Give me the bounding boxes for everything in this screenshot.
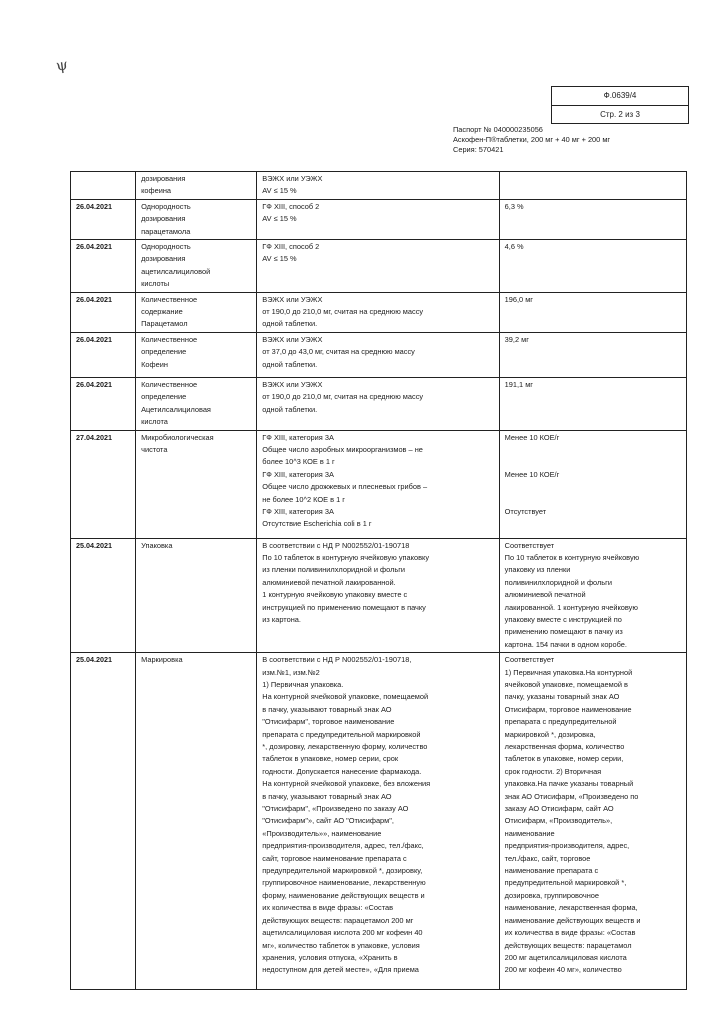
test-name-line: ацетилсалициловой [141,266,211,276]
requirement-line: одной таблетки. [262,404,318,414]
result-line [505,481,683,493]
result-line: Менее 10 КОЕ/г [504,469,560,479]
passport-header [453,125,610,156]
result-line: применению помещают в пачку из [504,627,623,637]
test-name-line: чистота [141,444,168,454]
requirement-line: *, дозировку, лекарственную форму, количество [262,742,428,751]
result-line: По 10 таблеток в контурную ячейковую [504,552,640,562]
requirement-line: из пленки поливинилхлоридной и фольги [262,565,406,575]
requirement-line: не более 10^2 КОЕ в 1 г [262,494,345,504]
result-cell [499,332,686,377]
date-cell: 25.04.2021 [71,538,136,653]
requirement-line: "Отисифарм", «Произведено по заказу АО [262,804,409,814]
test-name-line: определение [141,392,187,402]
test-name-line: Микробиологическая [141,432,214,442]
page-number: Стр. 2 из 3 [552,105,688,124]
test-name-line: Ацетилсалициловая [141,404,211,414]
date-cell: 25.04.2021 [71,653,136,990]
result-line: действующих веществ: парацетамол [504,940,632,950]
result-cell [499,538,686,653]
result-line: наименование действующих веществ и [504,915,641,925]
test-name-line: парацетамола [141,226,191,236]
requirement-line: ГФ XIII, категория 3А [262,432,334,442]
requirement-line: ГФ XIII, категория 3А [262,506,334,516]
result-line: лекарственная форма, количество [504,742,625,751]
requirement-line: группировочное наименование, лекарственную [262,878,426,888]
requirement-line: одной таблетки. [262,359,318,369]
result-line: Соответствует [504,655,555,665]
date-cell [71,172,136,200]
test-name-line: Маркировка [141,655,183,665]
requirement-line: ацетилсалициловая кислота 200 мг кофеин 40 [262,928,423,938]
test-name-line: Кофеин [141,359,168,369]
requirement-line: от 37,0 до 43,0 мг, считая на среднюю массу [262,347,415,357]
requirement-line: ВЭЖХ или УЭЖХ [262,379,323,389]
passport-number: Паспорт № 040000235056 [453,125,543,134]
requirement-line: "Отисифарм"», сайт АО "Отисифарм", [262,816,394,826]
test-results-table [70,171,687,990]
requirement-line: 1 контурную ячейковую упаковку вместе с [262,590,408,600]
date-cell: 26.04.2021 [71,199,136,239]
requirement-line: мг», количество таблеток в упаковке, условия [262,940,420,950]
requirement-cell [257,430,499,538]
result-line: знак АО Отисифарм, «Произведено по [504,791,639,801]
result-cell [499,240,686,293]
result-cell [499,172,686,200]
result-cell [499,292,686,332]
test-name-line: кислоты [141,279,170,289]
test-name-line: дозирования [141,174,186,183]
result-line: картона. 154 пачки в одном коробе. [504,639,627,649]
test-name-cell [136,240,257,293]
requirement-line: По 10 таблеток в контурную ячейковую упаковку [262,552,430,562]
test-name-cell [136,332,257,377]
result-line: Менее 10 КОЕ/г [504,432,560,442]
table-row [71,172,687,200]
requirement-line: ГФ XIII, способ 2 [262,201,320,211]
requirement-line: одной таблетки. [262,319,318,329]
requirement-line: форму, наименование действующих веществ и [262,890,425,900]
test-name-line: Однородность [141,201,191,211]
requirement-line: инструкцией по применению помещают в пачку [262,602,426,612]
form-code: Ф.0639/4 [603,91,637,100]
requirement-line: сайт, торговое наименование препарата с [262,853,407,863]
requirement-line: AV ≤ 15 % [262,254,297,264]
product-name: Аскофен-П®таблетки, 200 мг + 40 мг + 200 мг [453,135,611,145]
requirement-line: ГФ XIII, способ 2 [262,242,320,252]
requirement-line: действующих веществ: парацетамол 200 мг [262,915,414,925]
requirement-cell [257,172,499,200]
requirement-line: AV ≤ 15 % [262,214,297,224]
handwritten-initials: ψ [54,55,69,75]
table-row [71,430,687,538]
requirement-line: ГФ XIII, категория 3А [262,469,334,479]
requirement-line: "Отисифарм", торговое наименование [262,717,395,727]
requirement-cell [257,292,499,332]
form-code-box [551,86,689,124]
test-name-cell [136,199,257,239]
requirement-line: ВЭЖХ или УЭЖХ [262,174,323,183]
result-cell [499,430,686,538]
requirement-line: от 190,0 до 210,0 мг, считая на среднюю массу [262,307,424,317]
result-line: дозировка, группировочное [504,890,600,900]
requirement-line: AV ≤ 15 % [262,186,297,196]
result-line: 4,6 % [504,242,524,252]
requirement-cell [257,240,499,293]
test-name-line: кофеина [141,186,172,196]
table-row [71,538,687,653]
requirement-line: годности. Допускается нанесение фармакода. [262,766,422,776]
result-line [505,444,683,456]
requirement-line: предупредительной маркировкой *, дозировку, [262,866,423,876]
result-line [505,456,683,468]
requirement-line: 1) Первичная упаковка. [262,679,344,689]
requirement-line: алюминиевой печатной лакированной. [262,577,396,587]
requirement-line: недоступном для детей месте», «Для приема [262,965,419,975]
requirement-line: Общее число аэробных микроорганизмов – не [262,444,423,454]
requirement-line: ВЭЖХ или УЭЖХ [262,294,323,304]
requirement-line: в пачку, указывают товарный знак АО [262,704,392,714]
requirement-line: таблеток в упаковке, номер серии, срок [262,754,399,764]
result-line: наименование [504,828,555,838]
result-line: упаковку вместе с инструкцией по [504,614,622,624]
requirement-line: более 10^3 КОЕ в 1 г [262,457,335,467]
table-row [71,332,687,377]
test-name-line: кислота [141,417,168,427]
date-cell: 26.04.2021 [71,292,136,332]
result-line: поливинилхлоридной и фольги [504,577,612,587]
requirement-cell [257,538,499,653]
requirement-cell [257,653,499,990]
result-line: их количества в виде фразы: «Состав [504,928,636,938]
result-line: срок годности. 2) Вторичная [504,766,602,776]
table-row [71,653,687,990]
result-cell [499,377,686,430]
requirement-line: В соответствии с НД Р N002552/01-190718 [262,540,410,550]
date-cell: 26.04.2021 [71,377,136,430]
result-line: тел./факс, сайт, торговое [504,853,591,863]
result-line: лакированной. 1 контурную ячейковую [504,602,638,612]
test-name-line: Парацетамол [141,319,188,329]
requirement-line: предприятия-производителя, адрес, тел./факс, [262,841,424,851]
requirement-line: хранения, условия отпуска, «Хранить в [262,952,398,962]
date-cell: 26.04.2021 [71,332,136,377]
test-name-cell [136,377,257,430]
table-row [71,199,687,239]
result-line: 39,2 мг [504,334,529,344]
test-name-line: дозирования [141,254,186,264]
result-line: Отисифарм, «Производитель», [504,816,613,826]
test-name-cell [136,172,257,200]
result-line: пачку, указаны товарный знак АО [504,692,620,702]
test-name-line: Однородность [141,242,191,252]
test-name-line: определение [141,347,187,357]
result-line: ячейковой упаковке, помещаемой в [504,679,628,689]
result-line: наименование, лекарственная форма, [504,903,638,913]
test-name-cell [136,292,257,332]
requirement-line: «Производитель»», наименование [262,828,382,838]
result-line: наименование препарата с [504,866,599,876]
series-number: Серия: 570421 [453,145,504,155]
date-cell: 27.04.2021 [71,430,136,538]
requirement-line: в пачку, указывают товарный знак АО [262,791,392,801]
requirement-line: препарата с предупредительной маркировкой [262,729,421,739]
requirement-line: их количества в виде фразы: «Состав [262,903,394,913]
test-name-line: Количественное [141,334,198,344]
test-name-line: Упаковка [141,540,173,550]
table-row [71,240,687,293]
test-name-cell [136,430,257,538]
result-line: препарата с предупредительной [504,717,617,727]
result-line: маркировкой *, дозировка, [504,729,596,739]
result-cell [499,199,686,239]
requirement-line: Общее число дрожжевых и плесневых грибов – [262,482,428,492]
result-line: предприятия-производителя, адрес, [504,841,630,851]
result-line: 191,1 мг [504,379,533,389]
requirement-line: ВЭЖХ или УЭЖХ [262,334,323,344]
result-line: Отисифарм, торговое наименование [504,704,632,714]
result-line: 200 мг ацетилсалициловая кислота [504,952,627,962]
result-line: упаковка.На пачке указаны товарный [504,779,634,789]
requirement-cell [257,377,499,430]
requirement-line: Отсутствие Escherichia coli в 1 г [262,519,372,529]
result-line: 200 мг кофеин 40 мг», количество [504,965,622,975]
result-line: Отсутствует [504,506,547,516]
result-line: 1) Первичная упаковка.На контурной [504,667,633,677]
test-name-line: Количественное [141,379,198,389]
result-line [505,493,683,505]
test-name-cell [136,653,257,990]
requirement-line: изм.№1, изм.№2 [262,667,320,677]
test-name-line: содержание [141,307,183,317]
requirement-line: На контурной ячейковой упаковке, помещаемой [262,692,429,702]
requirement-line: В соответствии с НД Р N002552/01-190718, [262,655,412,665]
requirement-cell [257,332,499,377]
result-line: 6,3 % [504,201,524,211]
result-line: предупредительной маркировкой *, [504,878,627,888]
date-cell: 26.04.2021 [71,240,136,293]
requirement-line: На контурной ячейковой упаковке, без вложения [262,779,431,789]
result-line: таблеток в упаковке, номер серии, [504,754,624,764]
requirement-line: от 190,0 до 210,0 мг, считая на среднюю массу [262,392,424,402]
test-name-cell [136,538,257,653]
test-name-line: Количественное [141,294,198,304]
test-name-line: дозирования [141,214,186,224]
result-line: Соответствует [504,540,555,550]
result-line: упаковку из пленки [504,565,571,575]
table-row [71,292,687,332]
requirement-line: из картона. [262,614,301,624]
result-line: алюминиевой печатной [504,590,586,600]
requirement-cell [257,199,499,239]
result-line: заказу АО Отисифарм, сайт АО [504,804,614,814]
result-cell [499,653,686,990]
table-row [71,377,687,430]
result-line: 196,0 мг [504,294,533,304]
